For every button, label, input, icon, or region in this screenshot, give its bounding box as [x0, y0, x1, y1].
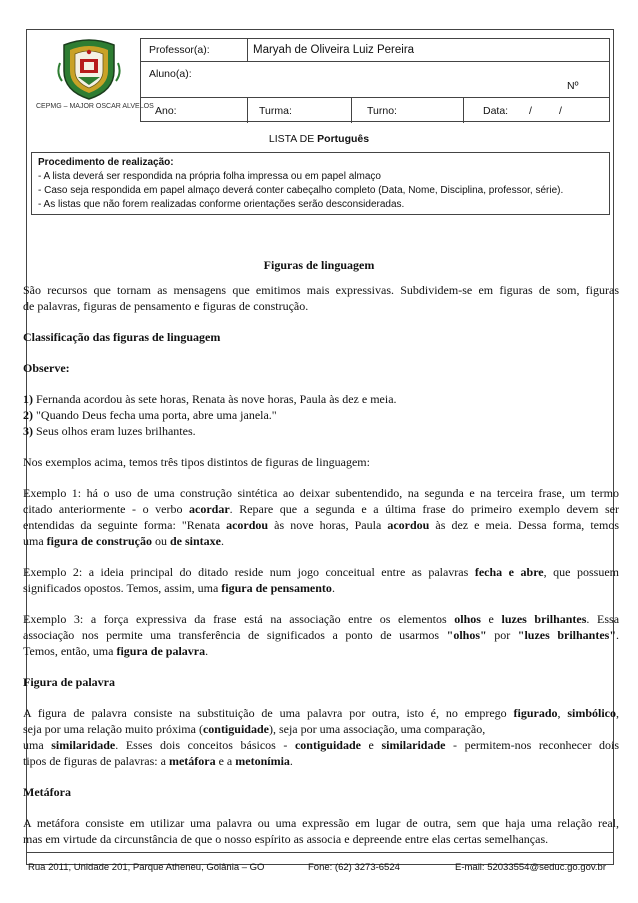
lista-title — [0, 133, 638, 145]
exemplo-3-paragraph: Exemplo 3: a força expressiva da frase está na associação entre os elementos olhos e luzes brilhantes. Essa associação nos permite uma transferência de significados a ponto de usarmos "olhos" por "luzes brilhantes". Temos, então, uma figura de palavra. — [23, 612, 620, 658]
ano-label: Ano: — [155, 105, 177, 117]
document-title: Figuras de linguagem — [263, 258, 375, 272]
aluno-label: Aluno(a): — [149, 68, 192, 80]
header-table — [140, 38, 610, 122]
footer-email: E-mail: 52033554@seduc.go.gov.br — [455, 862, 607, 873]
footer-divider — [26, 852, 614, 853]
nos-exemplos-paragraph: Nos exemplos acima, temos três tipos distintos de figuras de linguagem: — [23, 455, 370, 469]
lista-subject: Português — [317, 133, 370, 145]
turno-label: Turno: — [367, 105, 397, 117]
procedimento-box — [31, 152, 610, 215]
document-body — [23, 282, 619, 862]
procedimento-title: Procedimento de realização: — [38, 157, 174, 168]
examples-list: 1) Fernanda acordou às sete horas, Renata às nove horas, Paula às dez e meia. 2) "Quando Deus fecha uma porta, abre uma janela." 3) Seus olhos eram luzes brilhantes. — [23, 392, 397, 438]
turma-label: Turma: — [259, 105, 292, 117]
classificacao-heading: Classificação das figuras de linguagem — [23, 330, 221, 344]
lista-prefix: LISTA DE — [268, 133, 318, 145]
footer-phone: Fone: (62) 3273-6524 — [308, 862, 400, 873]
data-label: Data: — [483, 105, 509, 117]
procedimento-item: - As listas que não forem realizadas conforme orientações serão desconsideradas. — [38, 199, 405, 210]
figura-palavra-paragraph: A figura de palavra consiste na substituição de uma palavra por outra, isto é, no emprego figurado, simbólico, seja por uma relação muito próxima (contiguidade), seja por uma associação, uma comparação, uma similaridade. Esses dois conceitos básicos - contiguidade e similaridade - permitem-nos reconhecer dois tipos de figuras de palavras: a metáfora e a metonímia. — [23, 706, 620, 768]
numero-label: Nº — [567, 80, 579, 92]
exemplo-1-paragraph: Exemplo 1: há o uso de uma construção sintética ao deixar subentendido, na segunda e na terceira frase, um termo citado anteriormente - o verbo acordar. Repare que a segunda e a última frase do primeiro exemplo devem ser entendidas da seguinte forma: "Renata acordou às nove horas, Paula acordou às dez e meia. Dessa forma, temos uma figura de construção ou de sintaxe. — [23, 486, 619, 548]
procedimento-item: - Caso seja respondida em papel almaço deverá conter cabeçalho completo (Data, Nome, Disciplina, professor, série). — [38, 185, 564, 196]
professor-value: Maryah de Oliveira Luiz Pereira — [253, 44, 415, 56]
data-separator-2: / — [559, 105, 562, 117]
metafora-paragraph: A metáfora consiste em utilizar uma palavra ou uma expressão em lugar de outra, sem que haja uma relação real, mas em virtude da circunstância de que o nosso espírito as associa e depreende entre elas certas semelhanças. — [23, 816, 619, 846]
metafora-heading: Metáfora — [23, 785, 71, 799]
school-crest-logo — [56, 37, 122, 101]
procedimento-item: - A lista deverá ser respondida na própria folha impressa ou em papel almaço — [38, 171, 381, 182]
intro-paragraph: São recursos que tornam as mensagens que emitimos mais expressivas. Subdividem-se em figuras de som, figuras de palavras, figuras de pensamento e figuras de construção. — [23, 283, 619, 313]
exemplo-2-paragraph: Exemplo 2: a ideia principal do ditado reside num jogo conceitual entre as palavras fecha e abre, que possuem significados opostos. Temos, assim, uma figura de pensamento. — [23, 565, 620, 595]
data-separator-1: / — [529, 105, 532, 117]
figura-palavra-heading: Figura de palavra — [23, 675, 115, 689]
observe-heading: Observe: — [23, 361, 70, 375]
school-caption: CEPMG – MAJOR OSCAR ALVELOS — [36, 103, 154, 110]
professor-label: Professor(a): — [149, 44, 210, 56]
footer-address: Rua 2011, Unidade 201, Parque Atheneu, Goiânia – GO — [28, 862, 265, 873]
